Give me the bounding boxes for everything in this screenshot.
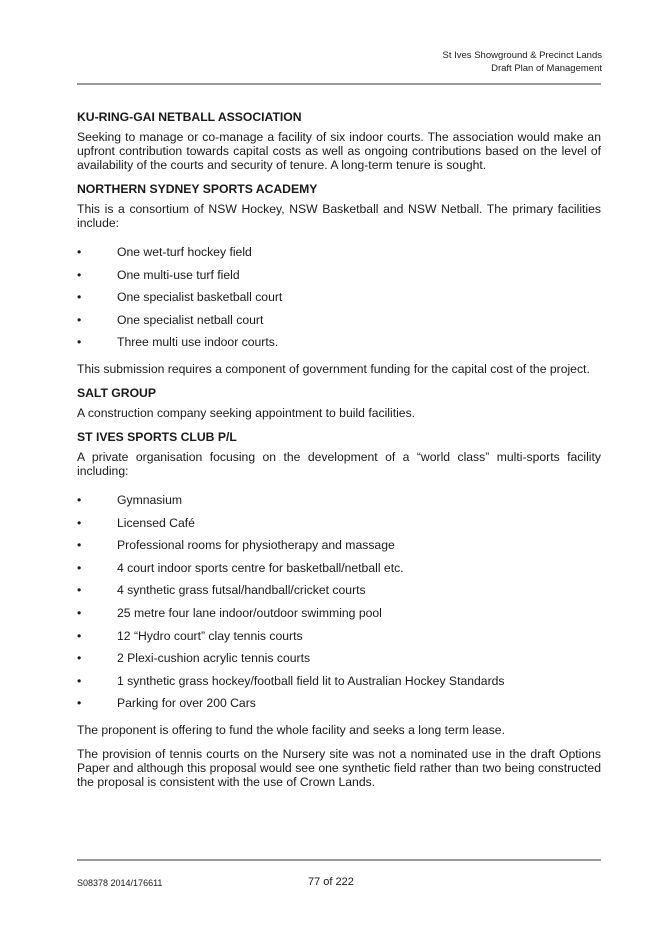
- list-item: [77, 335, 601, 358]
- section-heading: KU-RING-GAI NETBALL ASSOCIATION: [77, 110, 302, 124]
- section-paragraph: The proponent is offering to fund the whole facility and seeks a long term lease.: [77, 722, 505, 737]
- bullet-icon: •: [77, 696, 82, 711]
- bullet-icon: •: [77, 583, 82, 598]
- list-item-text: Licensed Café: [117, 515, 195, 530]
- section-salt-group: [77, 386, 601, 420]
- section-paragraph: A private organisation focusing on the development of a “world class” multi-sports facility including:: [77, 449, 601, 478]
- list-item: [77, 538, 601, 561]
- page-header: [82, 50, 602, 75]
- facility-list: [77, 493, 601, 719]
- list-item-text: One multi-use turf field: [117, 267, 240, 282]
- document-reference: S08378 2014/176611: [77, 878, 163, 888]
- facility-list: [77, 245, 601, 358]
- bullet-icon: •: [77, 560, 82, 575]
- list-item-text: Gymnasium: [117, 492, 183, 507]
- list-item: [77, 651, 601, 674]
- list-item: [77, 516, 601, 539]
- list-item-text: Three multi use indoor courts.: [117, 335, 279, 350]
- list-item: [77, 674, 601, 697]
- list-item-text: Professional rooms for physiotherapy and massage: [117, 538, 395, 553]
- list-item: [77, 493, 601, 516]
- list-item-text: 1 synthetic grass hockey/football field lit to Australian Hockey Standards: [117, 673, 505, 688]
- bullet-icon: •: [77, 538, 82, 553]
- list-item-text: One wet-turf hockey field: [117, 245, 252, 259]
- list-item-text: 25 metre four lane indoor/outdoor swimming pool: [117, 605, 382, 620]
- page-number: 77 of 222: [308, 876, 354, 888]
- section-paragraph: This is a consortium of NSW Hockey, NSW Basketball and NSW Netball. The primary facilities include:: [77, 202, 601, 230]
- section-northern-sydney-sports-academy: [77, 182, 601, 376]
- list-item-text: 2 Plexi-cushion acrylic tennis courts: [117, 651, 311, 666]
- list-item: [77, 245, 601, 268]
- list-item: [77, 696, 601, 719]
- bullet-icon: •: [77, 290, 82, 305]
- list-item: [77, 313, 601, 336]
- section-heading: NORTHERN SYDNEY SPORTS ACADEMY: [77, 182, 318, 196]
- bullet-icon: •: [77, 312, 82, 327]
- section-paragraph: The provision of tennis courts on the Nursery site was not a nominated use in the draft Options Paper and although this proposal would see one synthetic field rather than two being constructed the proposal is consistent with the use of Crown Lands.: [77, 746, 601, 789]
- bullet-icon: •: [77, 673, 82, 688]
- section-heading: SALT GROUP: [77, 385, 156, 400]
- list-item-text: 4 synthetic grass futsal/handball/cricket courts: [117, 583, 366, 598]
- header-title: St Ives Showground & Precinct Lands: [442, 50, 602, 61]
- header-subtitle: Draft Plan of Management: [491, 62, 602, 74]
- list-item-text: Parking for over 200 Cars: [117, 696, 256, 711]
- bullet-icon: •: [77, 651, 82, 666]
- header-divider: [77, 83, 601, 85]
- bullet-icon: •: [77, 515, 82, 530]
- list-item: [77, 606, 601, 629]
- list-item-text: 4 court indoor sports centre for basketball/netball etc.: [117, 560, 404, 575]
- bullet-icon: •: [77, 245, 82, 259]
- bullet-icon: •: [77, 267, 82, 282]
- list-item-text: 12 “Hydro court” clay tennis courts: [117, 628, 303, 643]
- list-item-text: One specialist netball court: [117, 312, 264, 327]
- section-paragraph: Seeking to manage or co-manage a facility of six indoor courts. The association would make an upfront contribution towards capital costs as well as ongoing contributions based on the level of availability of the courts and security of tenure. A long-term tenure is sought.: [77, 130, 601, 172]
- footer-divider: [77, 859, 601, 861]
- section-heading: ST IVES SPORTS CLUB P/L: [77, 429, 237, 444]
- page-body: [77, 110, 601, 799]
- list-item: [77, 290, 601, 313]
- section-paragraph: This submission requires a component of government funding for the capital cost of the project.: [77, 361, 590, 376]
- section-ku-ring-gai-netball: [77, 110, 601, 172]
- section-paragraph: A construction company seeking appointment to build facilities.: [77, 405, 416, 420]
- bullet-icon: •: [77, 335, 82, 350]
- list-item: [77, 583, 601, 606]
- list-item-text: One specialist basketball court: [117, 290, 283, 305]
- list-item: [77, 561, 601, 584]
- section-st-ives-sports-club: [77, 430, 601, 789]
- list-item: [77, 629, 601, 652]
- bullet-icon: •: [77, 628, 82, 643]
- bullet-icon: •: [77, 605, 82, 620]
- list-item: [77, 268, 601, 291]
- bullet-icon: •: [77, 492, 82, 507]
